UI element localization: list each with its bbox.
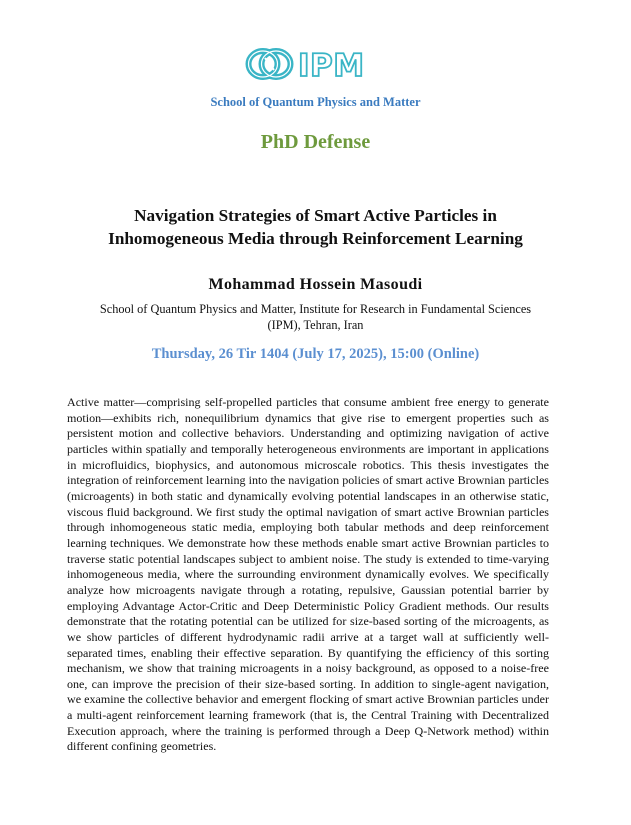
thesis-title-line-2: Inhomogeneous Media through Reinforcement Learning [108,229,523,248]
thesis-title [60,204,571,250]
affiliation-line-1: School of Quantum Physics and Matter, Institute for Research in Fundamental Sciences [99,302,532,316]
thesis-title-line-1: Navigation Strategies of Smart Active Particles in [134,206,497,225]
event-type-heading: PhD Defense [260,131,371,153]
affiliation-line-2: (IPM), Tehran, Iran [267,317,364,332]
ipm-logo [244,46,366,82]
abstract-text: Active matter—comprising self-propelled particles that consume ambient free energy to generate motion—exhibits rich, nonequilibrium dynamics that give rise to emergent properties such as persistent motion and collective behaviors. Understanding and optimizing navigation of active particles within spatially and temporally heterogeneous environments are important in applications in microfluidics, biophysics, and autonomous microscale robotics. This thesis investigates the integration of reinforcement learning into the navigation policies of smart active Brownian particles (microagents) in both static and dynamically evolving potential landscapes in an otherwise static, viscous fluid background. We first study the optimal navigation of smart active Brownian particles through inhomogeneous static media, employing both tabular methods and deep reinforcement learning techniques. We demonstrate how these methods enable smart active Brownian particles to traverse static potential landscapes subject to ambient noise. The study is extended to time-varying inhomogeneous media, where the surrounding environment dynamically evolves. We specifically analyze how microagents navigate through a rotating, repulsive, Gaussian potential barrier by employing Advantage Actor-Critic and Deep Deterministic Policy Gradient methods. Our results demonstrate that the rotating potential can be utilized for size-based sorting of the microagents, as we show particles of different hydrodynamic radii arrive at a target wall at sufficiently well-separated times, enabling their effective separation. By quantifying the efficiency of this sorting mechanism, we show that training microagents in a noisy background, as opposed to a noise-free one, can improve the precision of their size-based sorting. In addition to single-agent navigation, we examine the collective behavior and emergent flocking of smart active Brownian particles under a multi-agent reinforcement learning framework (that is, the Central Training with Decentralized Execution approach, where the training is performed through a Deep Q-Network method) within different confining geometries. [67,395,549,754]
school-name: School of Quantum Physics and Matter [210,95,421,109]
logo-text: IPM [298,48,365,82]
author-affiliation [70,302,561,333]
defense-date-time: Thursday, 26 Tir 1404 (July 17, 2025), 15:00 (Online) [151,346,480,362]
ipm-ring-logo-icon [244,46,366,82]
author-name: Mohammad Hossein Masoudi [208,276,423,293]
